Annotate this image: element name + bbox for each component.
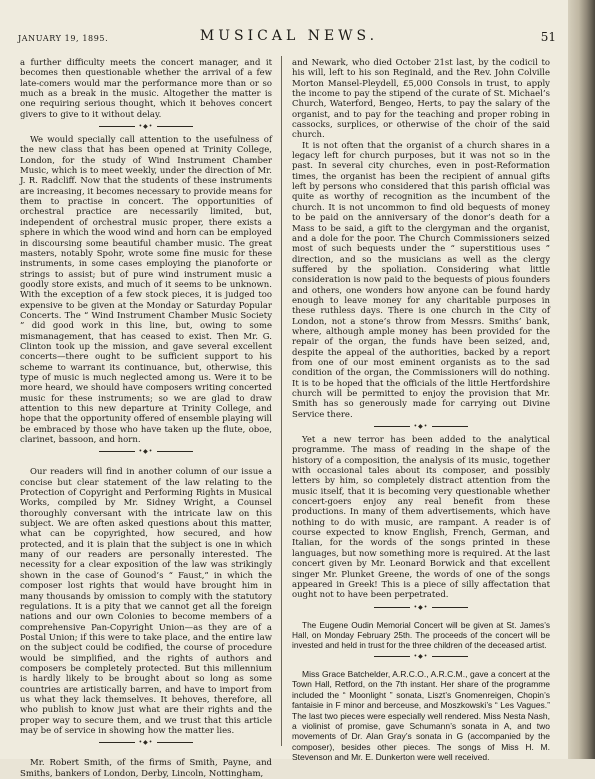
section-ornament: •◆• — [292, 423, 550, 431]
column-divider — [281, 56, 282, 746]
page-binding-edge — [568, 0, 595, 759]
section-ornament: •◆• — [20, 739, 272, 747]
masthead-title: MUSICAL NEWS. — [199, 28, 379, 44]
concert-report-paragraph: Miss Grace Batchelder, A.R.C.O., A.R.C.M., gave a concert at the Town Hall, Retford, on the 7th instant. Her share of the programme included the “ Moonlight ” sonata, Liszt’s Gnomenreigen, Chopin’s fantaisie in F minor and berceuse, and Moszkowski’s “ Les Vagues.” The last two pieces were especially well rendered. Miss Nesta Nash, a violinist of promise, gave Schumann’s sonata in A, and two movements of Dr. Alan Gray’s sonata in G (accompanied by the composer), besides other pieces. The songs of Miss H. M. Stevenson and Mr. E. Dunkerton were well received. — [292, 669, 550, 762]
memorial-concert-notice: The Eugene Oudin Memorial Concert will be given at St. James’s Hall, on Monday February 25th. The proceeds of the concert will be invested and held in trust for the three children of the deceased artist. — [292, 619, 550, 650]
left-column — [20, 58, 272, 779]
page-number: 51 — [540, 30, 556, 44]
issue-date: JANUARY 19, 1895. — [18, 34, 109, 43]
page-header — [18, 28, 560, 48]
article-paragraph: It is not often that the organist of a church shares in a legacy left for church purposes, but it was not so in the past. In several city churches, even in post-Reformation times, the organist has been the recipient of annual gifts left by persons who considered that this parish official was quite as worthy of recognition as the incumbent of the church. It is not uncommon to find old bequests of money to be paid on the anniversary of the donor’s death for a Mass to be said, a gift to the clergyman and the organist, and a dole for the poor. The Church Commissioners seized most of such bequests under the “ superstitious uses ” direction, and so the musicians as well as the clergy suffered by the spoliation. Considering what little consideration is now paid to the bequests of pious founders and others, one wonders how anyone can be found hardy enough to leave money for any charitable purposes in these ruthless days. There is one church in the City of London, not a stone’s throw from Messrs. Smiths’ bank, where, although ample money has been provided for the repair of the organ, the funds have been seized, and, despite the appeal of the authorities, backed by a report from one of our most eminent organists as to the sad condition of the organ, the Commissioners will do nothing. It is to be hoped that the officials of the little Hertfordshire church will be permitted to enjoy the provision that Mr. Smith has so generously made for carrying out Divine Service there. — [292, 140, 550, 420]
article-paragraph: We would specially call attention to the usefulness of the new class that has been opened at Trinity College, London, for the study of Wind Instrument Chamber Music, which is to meet weekly, under the direction of Mr. J. R. Radcliff. Now that the students of these instruments are increasing, it becomes necessary to provide means for them to practise in concert. The opportunities of orchestral practice are necessarily limited, but, independent of orchestral music proper, there exists a sphere in which the wood wind and horn can be employed in discoursing some beautiful chamber music. The great masters, notably Spohr, wrote some fine music for these instruments, in some cases employing the pianoforte or strings to assist; but of pure wind instrument music a goodly store exists, and much of it seems to be unknown. With the exception of a few stock pieces, it is judged too expensive to be given at the Monday or Saturday Popular Concerts. The “ Wind Instrument Chamber Music Society ” did good work in this line, but, owing to some mismanagement, that has ceased to exist. Then Mr. G. Clinton took up the mission, and gave several excellent concerts—there ought to be sufficient support to his scheme to warrant its continuance, but, otherwise, this type of music is much neglected among us. Were it to be more heard, we should have composers writing concerted music for these instruments; so we are glad to draw attention to this new departure at Trinity College, and hope that the opportunity offered of ensemble playing will be embraced by those who have taken up the flute, oboe, clarinet, bassoon, and horn. — [20, 135, 272, 446]
right-column — [292, 58, 550, 762]
article-paragraph: a further difficulty meets the concert manager, and it becomes then questionable whether the arrival of a few late-comers would mar the performance more than or so much as a break in the music. Altogether the matter is one requiring serious thought, which it behoves concert givers to give to it without delay. — [20, 58, 272, 120]
section-ornament: •◆• — [20, 123, 272, 131]
section-ornament: •◆• — [20, 448, 272, 456]
section-ornament: •◆• — [292, 653, 550, 661]
article-paragraph: Yet a new terror has been added to the analytical programme. The mass of reading in the shape of the history of a composition, the analysis of its music, together with occasional tales about its composer, and possibly letters by him, so completely distract attention from the music itself, that it is becoming very questionable whether concert-goers enjoy any real benefit from these productions. In many of them advertisements, which have nothing to do with music, are rampant. A reader is of course expected to know English, French, German, and Italian, for the words of the songs printed in these languages, but now something more is required. At the last concert given by Mr. Leonard Borwick and that excellent singer Mr. Plunket Greene, the words of one of the songs appeared in Greek! This is a piece of silly affectation that ought not to have been perpetrated. — [292, 435, 550, 601]
section-ornament: •◆• — [292, 604, 550, 612]
article-paragraph: Mr. Robert Smith, of the firms of Smith, Payne, and Smiths, bankers of London, Derby, Lincoln, Nottingham, — [20, 758, 272, 779]
article-paragraph: and Newark, who died October 21st last, by the codicil to his will, left to his son Reginald, and the Rev. John Colville Morton Mansel-Pleydell, £5,000 Consols in trust, to apply the income to pay the stipend of the curate of St. Michael’s Church, Waterford, Bengeo, Herts, to pay the salary of the organist, and to pay for the teaching and proper robing in cassocks, surplices, or otherwise of the choir of the said church. — [292, 58, 550, 141]
article-paragraph: Our readers will find in another column of our issue a concise but clear statement of the law relating to the Protection of Copyright and Performing Rights in Musical Works, compiled by Mr. Sidney Wright, a Counsel thoroughly conversant with the intricate law on this subject. We are often asked questions about this matter, what can be copyrighted, how secured, and how protected, and it is plain that the subject is one in which many of our readers are personally interested. The necessity for a clear exposition of the law was strikingly shown in the case of Gounod’s “ Faust,” in which the composer lost rights that would have brought him in many thousands by omission to comply with the statutory regulations. It is a pity that we cannot get all the foreign nations and our own Colonies to become members of a comprehensive Pan-Copyright Union—as they are of a Postal Union; if this were to take place, and the entire law on the subject could be codified, the course of procedure would be simplified, and the rights of authors and composers be completely protected. But this millennium is hardly likely to be brought about so long as some countries are artistically barren, and have to import from us what they lack themselves. It behoves, therefore, all who publish to know just what are their rights and the proper way to secure them, and we trust that this article may be of service in showing how the matter lies. — [20, 467, 272, 736]
